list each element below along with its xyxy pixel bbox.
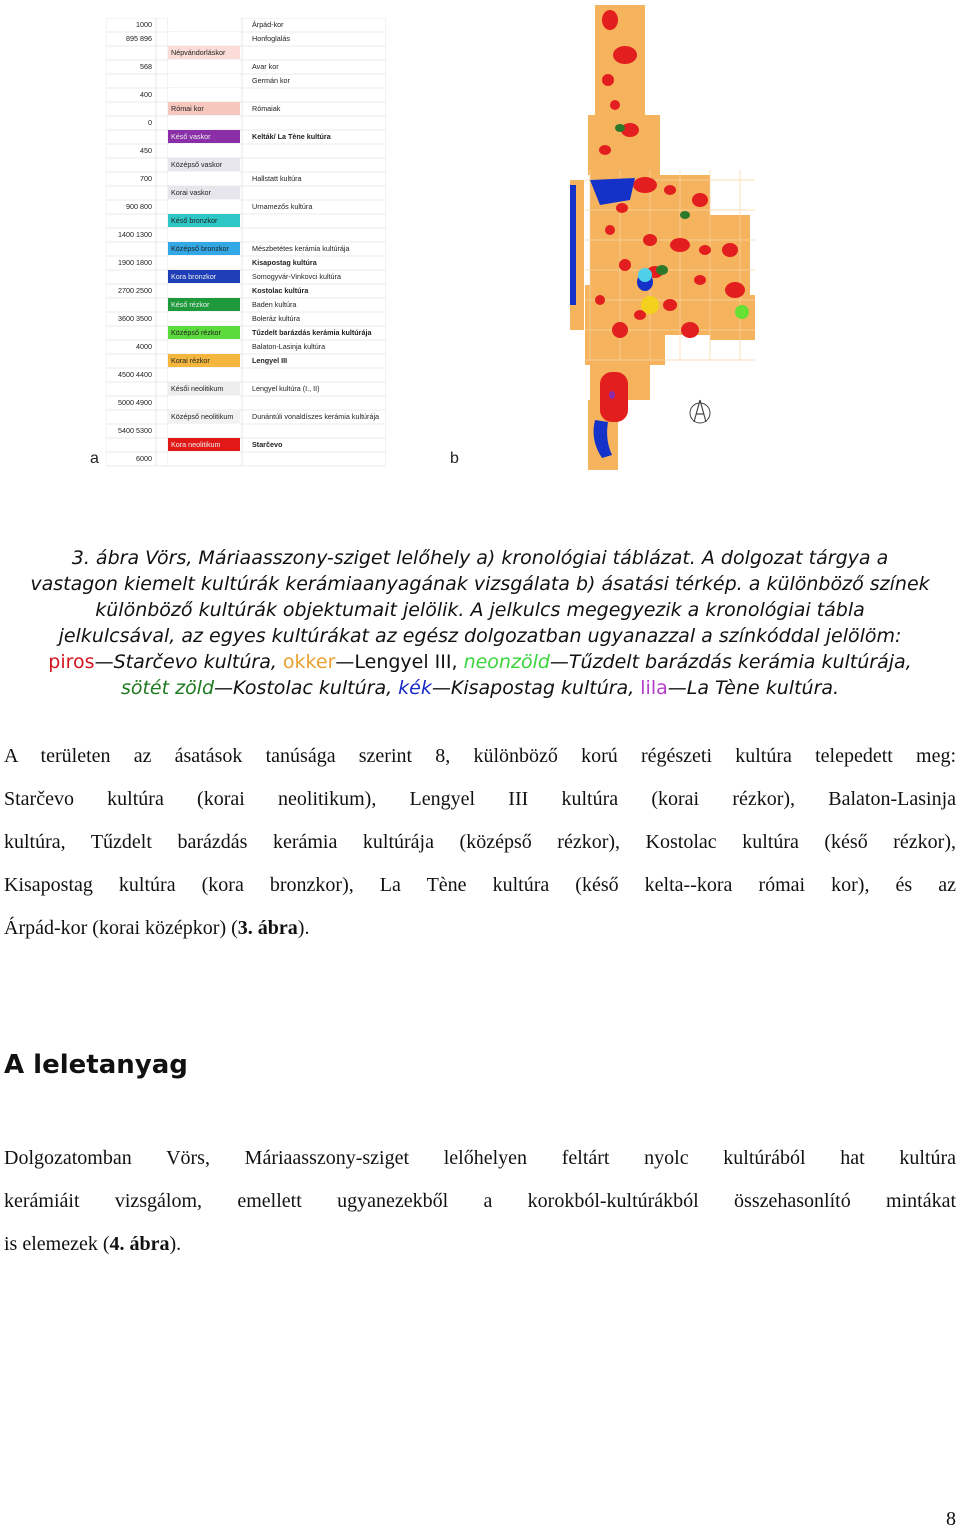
- chronology-period: Római kor: [168, 102, 240, 115]
- map-feature-red: [725, 282, 745, 298]
- chronology-period: Késői neolitikum: [168, 382, 240, 395]
- chronology-row: [108, 200, 378, 214]
- chronology-period: [168, 32, 240, 45]
- map-feature-red: [663, 299, 677, 311]
- chronology-year: 450: [140, 146, 152, 155]
- legend-piros: piros: [48, 651, 95, 673]
- map-feature-red: [643, 234, 657, 246]
- chronology-period: Kora bronzkor: [168, 270, 240, 283]
- chronology-period: [168, 284, 240, 297]
- caption-line-2: vastagon kiemelt kultúrák kerámiaanyagának vizsgálata b) ásatási térkép. a különböző színek: [30, 573, 930, 595]
- chronology-culture: Honfoglalás: [252, 34, 290, 43]
- map-feature-cyan: [638, 268, 652, 282]
- chronology-culture: Baden kultúra: [252, 300, 297, 309]
- chronology-row: [108, 116, 378, 130]
- chronology-year: 4000: [136, 342, 152, 351]
- chronology-row: [108, 256, 378, 270]
- figure-reference: 4. ábra: [109, 1233, 170, 1255]
- chronology-culture: Balaton-Lasinja kultúra: [252, 342, 326, 351]
- chronology-period: [168, 424, 240, 437]
- caption-line-1: 3. ábra Vörs, Máriaasszony-sziget lelőhely a) kronológiai táblázat. A dolgozat tárgya a: [71, 547, 889, 569]
- chronology-period: Középső vaskor: [168, 158, 240, 171]
- chronology-row: [108, 382, 378, 396]
- excavation-map: [440, 0, 800, 470]
- chronology-period: [168, 74, 240, 87]
- chronology-period: [168, 340, 240, 353]
- map-feature-red: [699, 245, 711, 255]
- chronology-period: Kora neolitikum: [168, 438, 240, 451]
- figure-b-label: b: [450, 450, 459, 467]
- paragraph-line: A területen az ásatások tanúsága szerint 8, különböző korú régészeti kultúra telepedett meg:: [4, 745, 956, 767]
- chronology-period: [168, 88, 240, 101]
- caption-legend-line-2: [0, 675, 960, 701]
- chronology-period: [168, 200, 240, 213]
- chronology-period: [168, 18, 240, 31]
- chronology-culture: Kelták/ La Tène kultúra: [252, 132, 331, 141]
- chronology-year: 3600 3500: [118, 314, 152, 323]
- chronology-period: [168, 312, 240, 325]
- chronology-row: [108, 340, 378, 354]
- chronology-row: [108, 284, 378, 298]
- chronology-row: [108, 172, 378, 186]
- chronology-culture: Kostolac kultúra: [252, 286, 309, 295]
- chronology-row: [108, 410, 378, 424]
- chronology-row: [108, 18, 378, 32]
- chronology-row: [108, 452, 378, 466]
- chronology-row: [108, 144, 378, 158]
- legend-okker: okker: [282, 651, 336, 673]
- map-feature-purple: [609, 391, 615, 399]
- text-run: ).: [169, 1233, 182, 1255]
- chronology-period: Korai vaskor: [168, 186, 240, 199]
- chronology-row: [108, 270, 378, 284]
- paragraph-line: Kisapostag kultúra (kora bronzkor), La Tène kultúra (késő kelta--kora római kor), és az: [4, 874, 956, 896]
- chronology-row: [108, 214, 378, 228]
- chronology-period: Középső bronzkor: [168, 242, 240, 255]
- paragraph-line: [4, 1223, 956, 1266]
- chronology-row: [108, 130, 378, 144]
- chronology-culture: Urnamezős kultúra: [252, 202, 313, 211]
- chronology-period: Középső rézkor: [168, 326, 240, 339]
- map-feature-red: [595, 295, 605, 305]
- legend-lengyel: —Lengyel III,: [335, 651, 464, 673]
- chronology-year: 4500 4400: [118, 370, 152, 379]
- chronology-year: 5000 4900: [118, 398, 152, 407]
- chronology-year: 568: [140, 62, 152, 71]
- chronology-culture: Germán kor: [252, 76, 290, 85]
- map-feature-dark-green: [680, 211, 690, 219]
- map-feature-red: [616, 203, 628, 213]
- map-feature-red: [610, 100, 620, 110]
- chronology-row: [108, 60, 378, 74]
- map-feature-red: [605, 225, 615, 235]
- legend-latene: —La Tène kultúra.: [667, 677, 840, 699]
- map-feature-red: [602, 74, 614, 86]
- map-feature-red: [612, 322, 628, 338]
- chronology-period: [168, 368, 240, 381]
- chronology-row: [108, 46, 378, 60]
- chronology-row: [108, 228, 378, 242]
- chronology-row: [108, 438, 378, 452]
- chronology-period: Késő bronzkor: [168, 214, 240, 227]
- chronology-period: [168, 144, 240, 157]
- chronology-row: [108, 368, 378, 382]
- map-feature-neon-green: [735, 305, 749, 319]
- chronology-culture: Rómaiak: [252, 104, 281, 113]
- figure-caption: [0, 545, 960, 701]
- chronology-row: [108, 242, 378, 256]
- chronology-culture: Somogyvár-Vinkovci kultúra: [252, 272, 341, 281]
- paragraph-line: Starčevo kultúra (korai neolitikum), Lengyel III kultúra (korai rézkor), Balaton-Lasinja: [4, 788, 956, 810]
- legend-tuzdelt: —Tűzdelt barázdás kerámia kultúrája,: [549, 651, 912, 673]
- chronology-culture: Kisapostag kultúra: [252, 258, 317, 267]
- paragraph-line: Dolgozatomban Vörs, Máriaasszony-sziget lelőhelyen feltárt nyolc kultúrából hat kultúra: [4, 1147, 956, 1169]
- legend-starcevo: —Starčevo kultúra,: [94, 651, 283, 673]
- chronology-row: [108, 158, 378, 172]
- paragraph-line: kerámiáit vizsgálom, emellett ugyanezekből a korokból-kultúrákból összehasonlító mintákat: [4, 1190, 956, 1212]
- text-run: ).: [297, 917, 310, 939]
- chronology-row: [108, 298, 378, 312]
- map-feature-red: [692, 193, 708, 207]
- chronology-culture: Árpád-kor: [252, 20, 284, 29]
- caption-legend-line-1: [0, 649, 960, 675]
- map-feature-red: [602, 10, 618, 30]
- chronology-year: 1000: [136, 20, 152, 29]
- chronology-year: 2700 2500: [118, 286, 152, 295]
- chronology-culture: Starčevo: [252, 440, 283, 449]
- map-area-block: [588, 115, 660, 175]
- section-heading: A leletanyag: [4, 1050, 188, 1080]
- chronology-row: [108, 102, 378, 116]
- chronology-year: 5400 5300: [118, 426, 152, 435]
- chronology-period: Népvándorláskor: [168, 46, 240, 59]
- paragraph-material: [4, 1137, 956, 1266]
- paragraph-line: kultúra, Tűzdelt barázdás kerámia kultúrája (középső rézkor), Kostolac kultúra (késő rézkor),: [4, 831, 956, 853]
- chronology-culture: Dunántúli vonaldíszes kerámia kultúrája: [252, 412, 380, 421]
- chronology-culture: Boleráz kultúra: [252, 314, 300, 323]
- chronology-row: [108, 74, 378, 88]
- excavation-map-figure: [440, 0, 800, 470]
- map-feature-red: [633, 177, 657, 193]
- map-feature-red: [599, 145, 611, 155]
- chronology-row: [108, 88, 378, 102]
- chronology-culture: Hallstatt kultúra: [252, 174, 302, 183]
- map-feature-yellow: [641, 296, 659, 314]
- legend-kisapostag: —Kisapostag kultúra,: [431, 677, 641, 699]
- chronology-culture: Tűzdelt barázdás kerámia kultúrája: [252, 328, 372, 337]
- chronology-culture: Avar kor: [252, 62, 279, 71]
- legend-kostolac: —Kostolac kultúra,: [214, 677, 399, 699]
- text-run: is elemezek (: [4, 1233, 110, 1255]
- legend-kek: kék: [398, 677, 432, 699]
- chronology-period: [168, 116, 240, 129]
- chronology-period: [168, 228, 240, 241]
- chronology-row: [108, 186, 378, 200]
- map-area-block: [710, 295, 755, 340]
- paragraph-cultures: [4, 735, 956, 950]
- chronology-culture: Lengyel kultúra (I., II): [252, 384, 320, 393]
- map-feature-blue: [570, 185, 576, 305]
- chronology-year: 900 800: [126, 202, 152, 211]
- chronology-year: 400: [140, 90, 152, 99]
- chronology-period: Középső neolitikum: [168, 410, 240, 423]
- chronology-period: [168, 172, 240, 185]
- chronology-row: [108, 312, 378, 326]
- chronology-period: [168, 256, 240, 269]
- map-feature-dark-green: [656, 265, 668, 275]
- map-feature-red: [613, 46, 637, 64]
- legend-neonzold: neonzöld: [463, 651, 550, 673]
- map-feature-red: [619, 259, 631, 271]
- chronology-row: [108, 354, 378, 368]
- map-feature-dark-green: [615, 124, 625, 132]
- chronology-period: [168, 396, 240, 409]
- map-feature-red: [670, 238, 690, 252]
- chronology-year: 6000: [136, 454, 152, 463]
- chronology-culture: Mészbetétes kerámia kultúrája: [252, 244, 350, 253]
- text-run: Árpád-kor (korai középkor) (: [4, 917, 238, 939]
- chronology-year: 0: [148, 118, 152, 127]
- chronology-table-figure: [90, 10, 390, 470]
- chronology-period: Korai rézkor: [168, 354, 240, 367]
- legend-lila: lila: [640, 677, 668, 699]
- caption-line-4: jelkulcsával, az egyes kultúrákat az egész dolgozatban ugyanazzal a színkóddal jelölöm:: [58, 625, 902, 647]
- caption-line-3: különböző kultúrák objektumait jelölik. A jelkulcs megegyezik a kronológiai tábla: [95, 599, 865, 621]
- chronology-culture: Lengyel III: [252, 356, 288, 365]
- paragraph-line: [4, 907, 956, 950]
- figure-reference: 3. ábra: [237, 917, 298, 939]
- map-feature-red: [681, 322, 699, 338]
- chronology-period: [168, 452, 240, 465]
- map-feature-red: [694, 275, 706, 285]
- map-feature-red: [722, 243, 738, 257]
- chronology-year: 895 896: [126, 34, 152, 43]
- legend-sotet-zold: sötét zöld: [120, 677, 215, 699]
- chronology-row: [108, 396, 378, 410]
- chronology-period: Késő vaskor: [168, 130, 240, 143]
- chronology-row: [108, 424, 378, 438]
- chronology-year: 1400 1300: [118, 230, 152, 239]
- figure-a-label: a: [90, 450, 99, 467]
- page-number: 8: [946, 1508, 956, 1530]
- chronology-period: [168, 60, 240, 73]
- chronology-year: 700: [140, 174, 152, 183]
- chronology-row: [108, 326, 378, 340]
- map-feature-red: [664, 185, 676, 195]
- chronology-period: Késő rézkor: [168, 298, 240, 311]
- chronology-year: 1900 1800: [118, 258, 152, 267]
- chronology-row: [108, 32, 378, 46]
